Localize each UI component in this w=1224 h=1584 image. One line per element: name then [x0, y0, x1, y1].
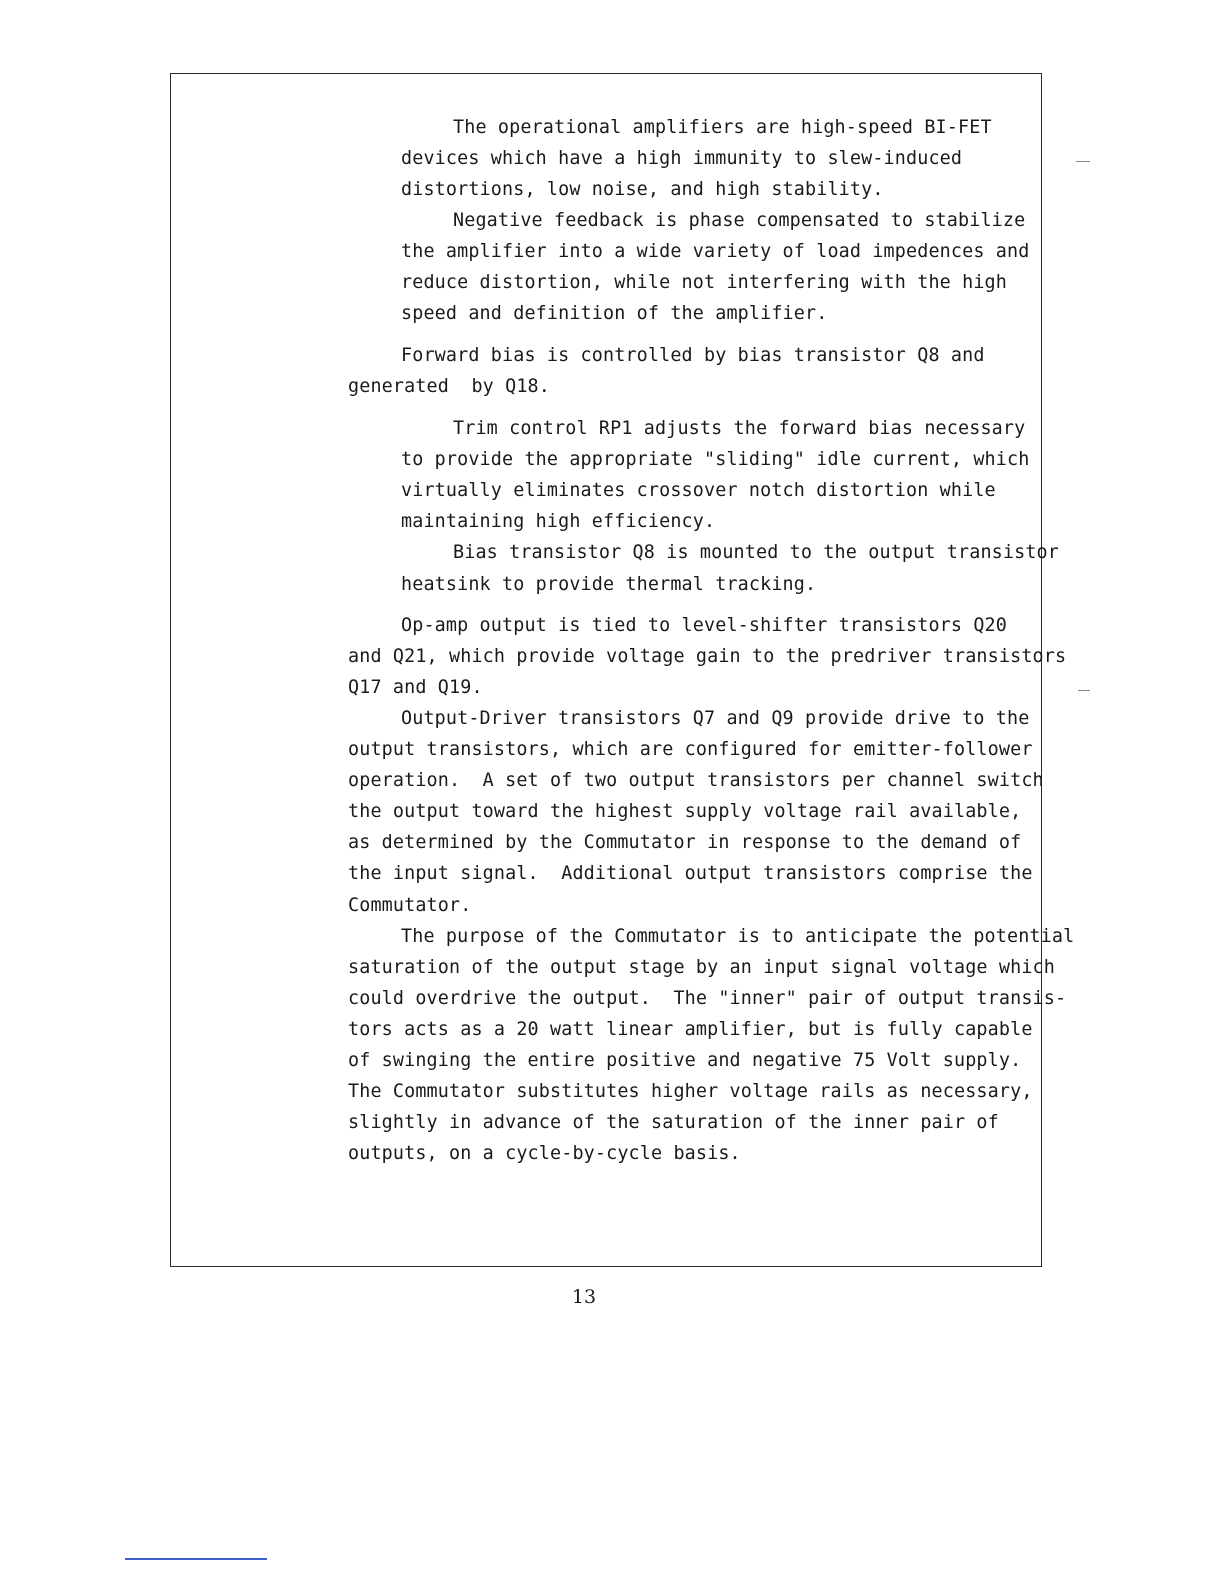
text-line: Q17 and Q19.	[348, 677, 483, 698]
text-line: Negative feedback is phase compensated to stabilize	[453, 210, 1026, 231]
text-line: as determined by the Commutator in response to the demand of	[348, 832, 1022, 853]
text-line: Bias transistor Q8 is mounted to the output transistor	[453, 542, 1059, 563]
text-line: virtually eliminates crossover notch distortion while	[401, 480, 996, 501]
text-line: tors acts as a 20 watt linear amplifier, but is fully capable	[348, 1019, 1033, 1040]
text-line: Op-amp output is tied to level-shifter transistors Q20	[401, 615, 1007, 636]
text-line: and Q21, which provide voltage gain to the predriver transistors	[348, 646, 1067, 667]
text-line: saturation of the output stage by an input signal voltage which	[348, 957, 1055, 978]
text-line: Output-Driver transistors Q7 and Q9 provide drive to the	[401, 708, 1030, 729]
text-line: the amplifier into a wide variety of load impedences and	[401, 241, 1030, 262]
text-line: The operational amplifiers are high-speed BI-FET	[453, 117, 992, 138]
text-line: heatsink to provide thermal tracking.	[401, 574, 817, 595]
text-line: generated by Q18.	[348, 376, 550, 397]
text-line: the input signal. Additional output transistors comprise the	[348, 863, 1033, 884]
text-line: Forward bias is controlled by bias transistor Q8 and	[401, 345, 985, 366]
text-line: the output toward the highest supply voltage rail available,	[348, 801, 1022, 822]
text-line: outputs, on a cycle-by-cycle basis.	[348, 1143, 741, 1164]
text-line: maintaining high efficiency.	[401, 511, 716, 532]
text-line: speed and definition of the amplifier.	[401, 303, 828, 324]
text-line: Commutator.	[348, 895, 472, 916]
text-line: The Commutator substitutes higher voltage rails as necessary,	[348, 1081, 1033, 1102]
text-line: operation. A set of two output transistors per channel switch	[348, 770, 1044, 791]
scan-margin-mark	[1076, 161, 1090, 162]
bottom-edge-rule	[125, 1558, 267, 1560]
text-line: distortions, low noise, and high stability.	[401, 179, 884, 200]
text-line: of swinging the entire positive and negative 75 Volt supply.	[348, 1050, 1022, 1071]
text-line: Trim control RP1 adjusts the forward bias necessary	[453, 418, 1026, 439]
text-line: The purpose of the Commutator is to anticipate the potential	[401, 926, 1075, 947]
text-line: could overdrive the output. The "inner" pair of output transis-	[348, 988, 1067, 1009]
text-line: slightly in advance of the saturation of the inner pair of	[348, 1112, 999, 1133]
page-number: 13	[571, 1286, 597, 1308]
text-line: reduce distortion, while not interfering with the high	[401, 272, 1007, 293]
text-line: devices which have a high immunity to slew-induced	[401, 148, 963, 169]
scan-margin-mark	[1078, 690, 1090, 691]
text-line: output transistors, which are configured for emitter-follower	[348, 739, 1033, 760]
text-line: to provide the appropriate "sliding" idle current, which	[401, 449, 1030, 470]
